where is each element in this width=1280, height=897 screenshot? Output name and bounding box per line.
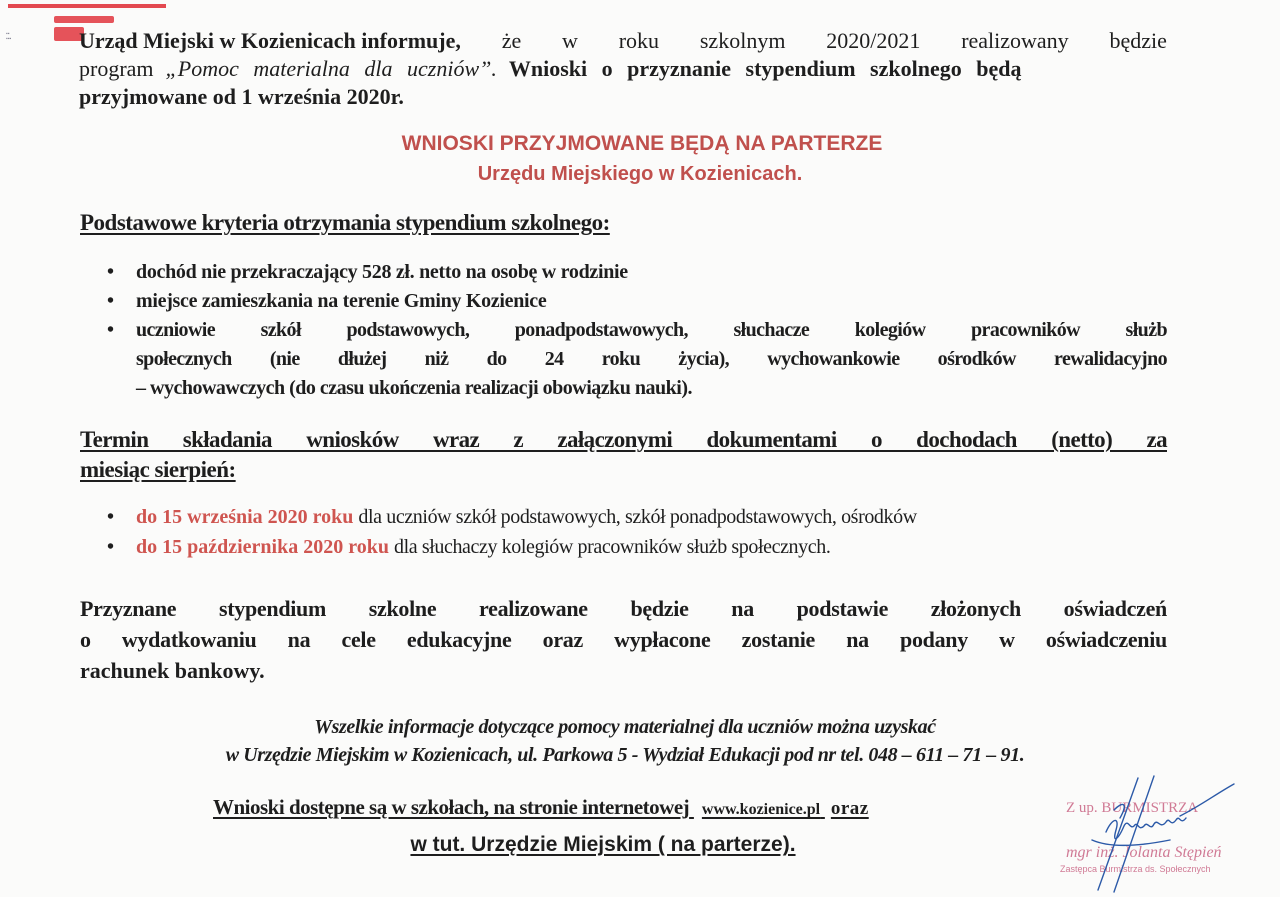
availability-text-end: oraz	[830, 798, 869, 819]
criteria-item-students	[107, 316, 1167, 403]
signature-name: mgr inż. Jolanta Stępień	[1066, 844, 1222, 861]
deadline-text: dla uczniów szkół podstawowych, szkół ponadpodstawowych, ośrodków	[358, 506, 917, 528]
bullet-icon: •	[107, 506, 115, 528]
intro-line-2	[79, 55, 1167, 83]
intro-paragraph	[79, 27, 1167, 111]
red-heading	[0, 129, 1280, 189]
payment-line-3: rachunek bankowy.	[80, 658, 265, 683]
deadline-title-text: miesiąc sierpień:	[80, 457, 236, 482]
word: będzie	[1109, 28, 1167, 53]
availability-location: w tut. Urzędzie Miejskim ( na parterze).	[410, 833, 796, 856]
word: szkolnym	[699, 28, 786, 53]
word: roku	[618, 28, 660, 53]
payment-paragraph	[80, 593, 1167, 686]
intro-lead: Urząd Miejski w Kozienicach informuje,	[79, 28, 461, 53]
stamp-phone	[54, 16, 114, 23]
bullet-icon: •	[107, 290, 115, 312]
availability-line-2	[213, 830, 1033, 859]
start-date-text: przyjmowane od 1 września 2020r.	[79, 84, 404, 109]
intro-line-1	[79, 27, 1167, 55]
signature-block	[1020, 770, 1280, 897]
deadline-title-text: Termin składania wniosków wraz z załączonymi dokumentami o dochodach (netto) za	[80, 427, 1167, 452]
school-year: 2020/2021	[826, 28, 921, 53]
contact-info-line-2: w Urzędzie Miejskim w Kozienicach, ul. Parkowa 5 - Wydział Edukacji pod nr tel. 048 – 611 – 71 – 91.	[225, 744, 1025, 766]
availability-line-1	[213, 793, 1033, 824]
signature-header: Z up. BURMISTRZA	[1066, 800, 1199, 816]
criteria-text: miejsce zamieszkania na terenie Gminy Kozienice	[136, 290, 547, 312]
intro-line-3	[79, 83, 1167, 111]
handwritten-signature-icon	[1020, 770, 1280, 897]
criteria-title-text: Podstawowe kryteria otrzymania stypendium szkolnego:	[80, 210, 610, 235]
deadline-title-line-1	[80, 425, 1167, 455]
deadline-item-colleges	[107, 532, 1167, 562]
contact-info	[80, 713, 1170, 769]
word: realizowany	[961, 28, 1069, 53]
contact-info-line-1: Wszelkie informacje dotyczące pomocy materialnej dla uczniów można uzyskać	[314, 716, 936, 738]
program-name: „Pomoc materialna dla uczniów”.	[165, 56, 497, 81]
deadline-title-line-2	[80, 455, 1167, 485]
bullet-icon: •	[107, 319, 115, 341]
criteria-text: – wychowawczych (do czasu ukończenia realizacji obowiązku nauki).	[136, 377, 693, 399]
red-heading-line-2: Urzędu Miejskiego w Kozienicach.	[477, 163, 803, 185]
availability-note	[213, 793, 1033, 859]
intro-bold-tail: Wnioski o przyznanie stypendium szkolnego będą	[508, 56, 1022, 81]
criteria-title	[80, 208, 610, 238]
deadline-text: dla słuchaczy kolegiów pracowników służb społecznych.	[394, 536, 831, 558]
website-link[interactable]: www.kozienice.pl	[701, 801, 821, 818]
criteria-text: społecznych (nie dłużej niż do 24 roku życia), wychowankowie ośrodków rewalidacyjno	[136, 348, 1167, 370]
deadline-list	[107, 502, 1167, 562]
criteria-item-residence	[107, 287, 1167, 316]
deadline-title	[80, 425, 1167, 485]
criteria-item-income	[107, 258, 1167, 287]
bullet-icon: •	[107, 536, 115, 558]
deadline-item-schools	[107, 502, 1167, 532]
criteria-text: uczniowie szkół podstawowych, ponadpodstawowych, słuchacze kolegiów pracowników służb	[136, 319, 1167, 341]
criteria-list	[107, 258, 1167, 403]
availability-text: Wnioski dostępne są w szkołach, na stronie internetowej	[213, 795, 690, 819]
word: program	[79, 56, 154, 81]
stamp-line	[8, 4, 166, 8]
word: że	[501, 28, 522, 53]
payment-line-1: Przyznane stypendium szkolne realizowane będzie na podstawie złożonych oświadczeń	[80, 596, 1167, 621]
stamp-small-text: ▪▪ ▪▪▪	[6, 31, 12, 42]
signature-title: Zastępca Burmistrza ds. Społecznych	[1060, 864, 1211, 874]
bullet-icon: •	[107, 261, 115, 283]
red-heading-line-1: WNIOSKI PRZYJMOWANE BĘDĄ NA PARTERZE	[401, 132, 883, 155]
payment-line-2: o wydatkowaniu na cele edukacyjne oraz wypłacone zostanie na podany w oświadczeniu	[80, 627, 1167, 652]
deadline-date: do 15 września 2020 roku	[136, 506, 354, 528]
word: w	[562, 28, 578, 53]
criteria-text: dochód nie przekraczający 528 zł. netto na osobę w rodzinie	[136, 261, 628, 283]
deadline-date: do 15 października 2020 roku	[136, 536, 389, 558]
